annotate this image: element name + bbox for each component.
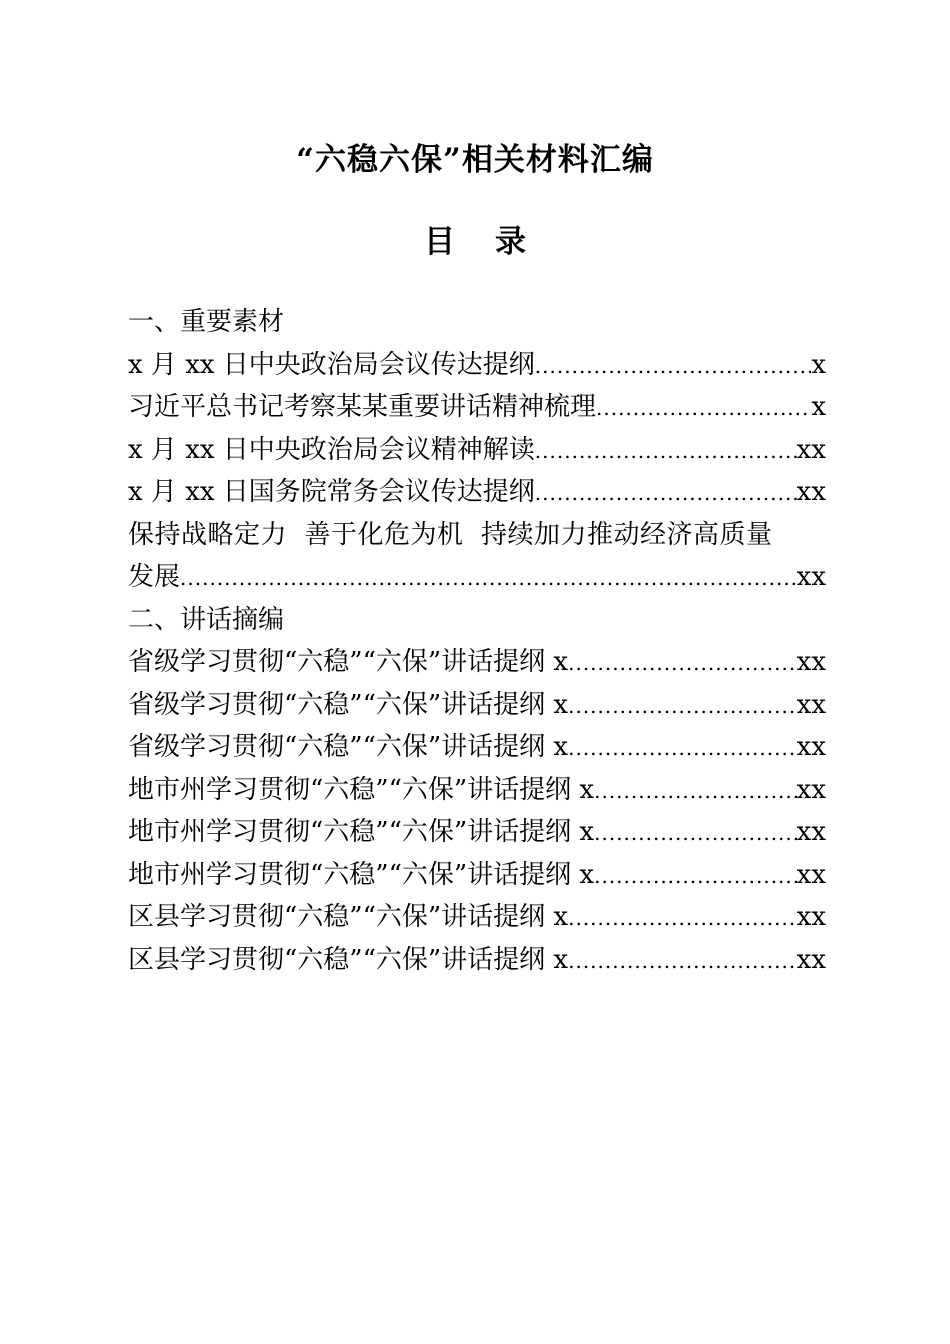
toc-entry[interactable] xyxy=(128,641,826,684)
toc-entry-page: xx xyxy=(796,732,826,762)
toc-entry[interactable] xyxy=(128,939,826,982)
toc-entry-title: 区县学习贯彻“六稳”“六保”讲话提纲 x xyxy=(128,944,569,975)
leader-dots xyxy=(568,727,797,769)
toc-entry[interactable] xyxy=(128,429,826,472)
toc-entry-page: xx xyxy=(796,562,826,592)
toc-entry[interactable] xyxy=(128,471,826,514)
leader-dots xyxy=(594,855,797,897)
table-of-contents xyxy=(128,301,826,981)
leader-dots xyxy=(568,642,797,684)
toc-entry-title: 发展 xyxy=(128,562,181,592)
leader-dots xyxy=(568,685,797,727)
toc-entry[interactable] xyxy=(128,811,826,854)
toc-entry-title: 省级学习贯彻“六稳”“六保”讲话提纲 x xyxy=(128,732,569,762)
leader-dots xyxy=(535,430,797,472)
toc-entry-title: x 月 xx 日国务院常务会议传达提纲 xyxy=(128,477,535,507)
toc-entry-title: 省级学习贯彻“六稳”“六保”讲话提纲 x xyxy=(128,647,569,677)
toc-entry[interactable] xyxy=(128,386,826,429)
leader-dots xyxy=(596,387,811,429)
section-heading-2: 二、讲话摘编 xyxy=(128,604,285,635)
leader-dots xyxy=(594,770,797,812)
leader-dots xyxy=(594,812,797,854)
toc-entry-page: xx xyxy=(796,477,826,507)
toc-entry-title: 区县学习贯彻“六稳”“六保”讲话提纲 x xyxy=(128,902,569,932)
toc-entry-page: xx xyxy=(796,902,826,932)
toc-entry-title: 地市州学习贯彻“六稳”“六保”讲话提纲 x xyxy=(128,774,595,805)
toc-entry[interactable] xyxy=(128,769,826,812)
toc-entry-page: xx xyxy=(796,689,826,720)
toc-entry-title: x 月 xx 日中央政治局会议传达提纲 xyxy=(128,349,535,380)
toc-entry-page: xx xyxy=(796,817,826,847)
toc-entry[interactable] xyxy=(128,684,826,727)
toc-heading-right: 录 xyxy=(495,224,526,260)
leader-dots xyxy=(180,557,797,599)
toc-entry-page: x xyxy=(811,349,826,380)
document-title: “六稳六保”相关材料汇编 xyxy=(296,142,654,178)
toc-heading-left: 目 xyxy=(424,224,455,260)
toc-entry-page: xx xyxy=(796,647,826,677)
toc-entry-long-line2[interactable] xyxy=(128,556,826,599)
leader-dots xyxy=(535,345,812,387)
toc-entry[interactable] xyxy=(128,896,826,939)
toc-heading xyxy=(0,218,950,266)
toc-entry[interactable] xyxy=(128,854,826,897)
toc-entry-title: x 月 xx 日中央政治局会议精神解读 xyxy=(128,434,535,465)
toc-entry-page: xx xyxy=(796,944,826,975)
toc-entry[interactable] xyxy=(128,726,826,769)
toc-entry-title: 习近平总书记考察某某重要讲话精神梳理 xyxy=(128,392,597,422)
toc-entry[interactable] xyxy=(128,344,826,387)
toc-entry-page: xx xyxy=(796,859,826,890)
section-heading-1: 一、重要素材 xyxy=(128,307,285,337)
toc-entry-title: 地市州学习贯彻“六稳”“六保”讲话提纲 x xyxy=(128,859,595,890)
toc-entry-title: 省级学习贯彻“六稳”“六保”讲话提纲 x xyxy=(128,689,569,720)
leader-dots xyxy=(535,472,797,514)
toc-entry-page: x xyxy=(811,392,826,422)
toc-entry-page: xx xyxy=(796,434,826,465)
leader-dots xyxy=(568,940,797,982)
leader-dots xyxy=(568,897,797,939)
toc-entry-page: xx xyxy=(796,774,826,805)
toc-entry-title: 地市州学习贯彻“六稳”“六保”讲话提纲 x xyxy=(128,817,595,847)
toc-entry-long-line1[interactable]: 保持战略定力 善于化危为机 持续加力推动经济高质量 xyxy=(128,519,773,550)
